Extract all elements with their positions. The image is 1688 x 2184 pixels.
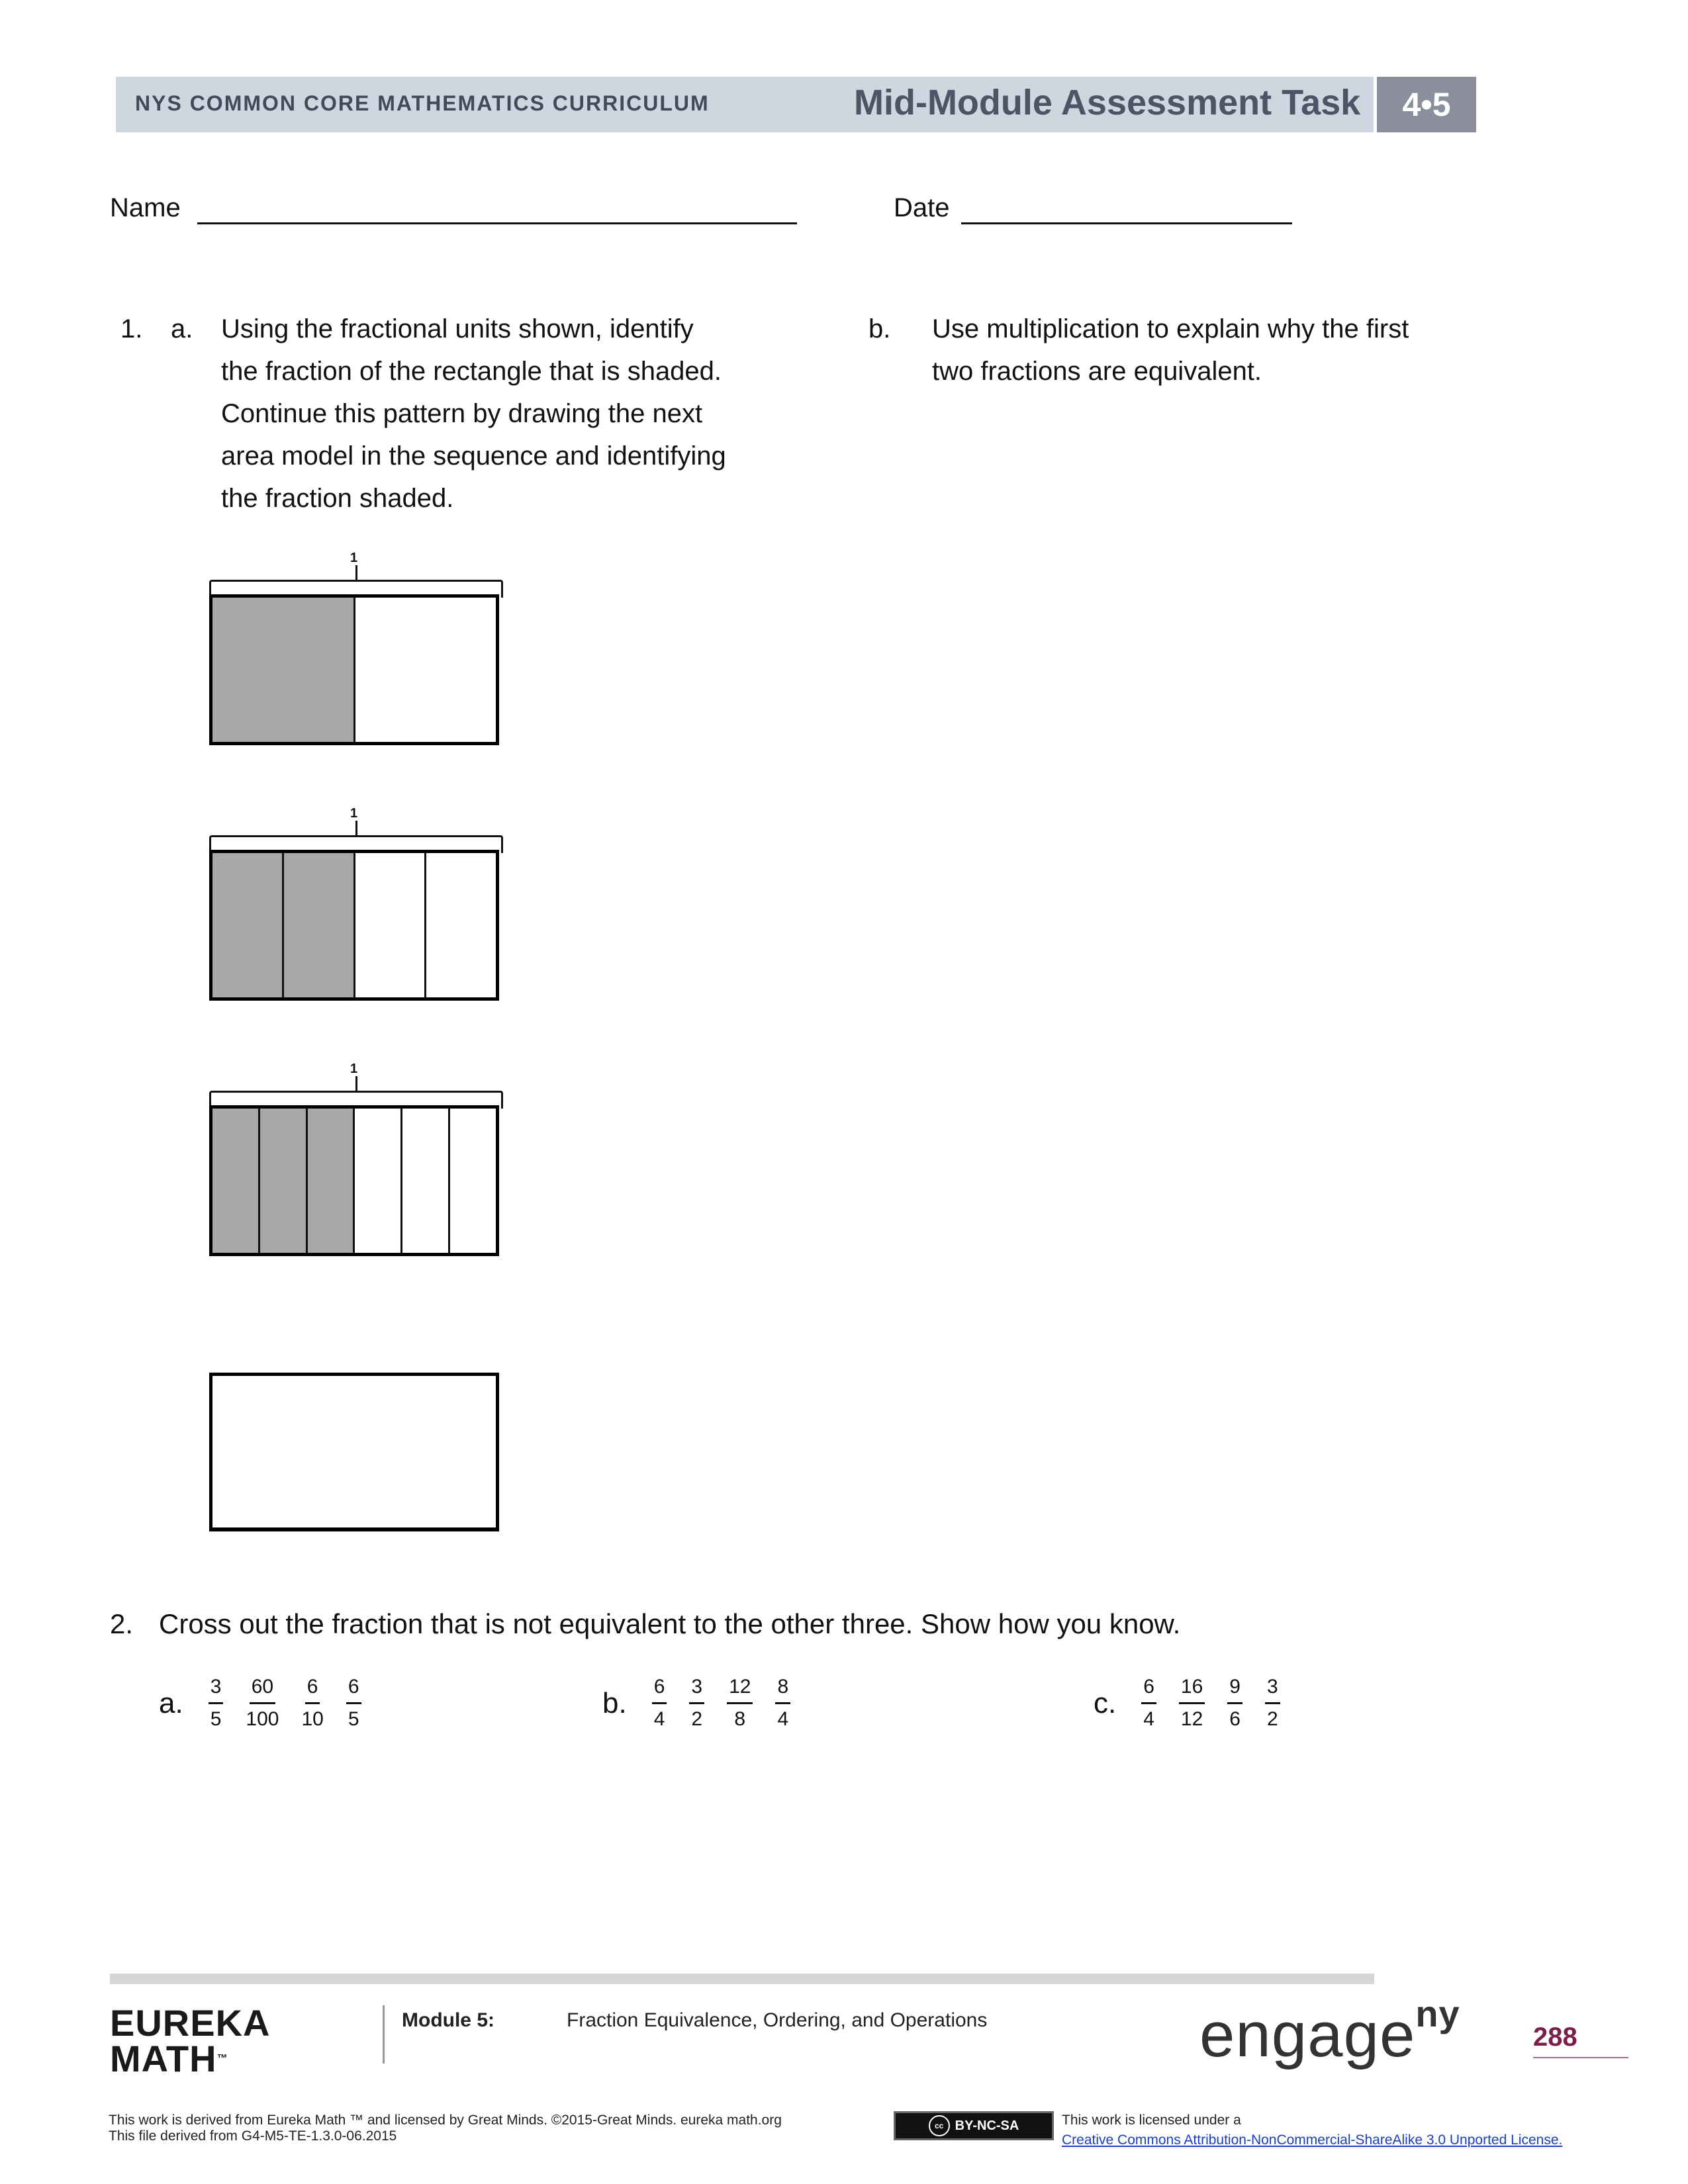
q1b-prompt-line: two fractions are equivalent. [932,357,1262,386]
unshaded-part [450,1109,496,1253]
module-label: Module 5: [402,2009,494,2031]
denominator: 4 [777,1708,789,1730]
fraction[interactable] [209,1674,224,1732]
whole-label: 1 [350,1062,358,1076]
unshaded-part [355,598,496,742]
q2-prompt: Cross out the fraction that is not equivalent to the other three. Show how you know. [159,1608,1181,1639]
shaded-part [308,1109,355,1253]
whole-tick [355,821,357,835]
area-model-2 [209,806,503,1018]
denominator: 2 [1266,1708,1278,1730]
blank-area-model[interactable] [209,1373,499,1531]
fraction[interactable] [301,1674,323,1732]
shaded-part [212,598,355,742]
fraction[interactable] [1179,1674,1205,1732]
shaded-part [212,853,284,997]
module-title: Fraction Equivalence, Ordering, and Operations [567,2009,988,2031]
footer-rule [110,1974,1374,1984]
denominator: 6 [1229,1708,1241,1730]
numerator: 6 [305,1674,320,1704]
numerator: 6 [652,1674,667,1704]
q1a-prompt-line: Continue this pattern by drawing the next [221,399,703,428]
numerator: 3 [209,1674,224,1704]
whole-tick [355,565,357,580]
page-number: 288 [1533,2023,1577,2052]
area-model-3 [209,1062,503,1273]
q1b-prompt-line: Use multiplication to explain why the first [932,314,1409,343]
fraction[interactable] [346,1674,361,1732]
area-model-rectangle [209,850,499,1001]
whole-label: 1 [350,551,358,565]
unshaded-part [426,853,496,997]
fraction[interactable] [1265,1674,1280,1732]
shaded-part [212,1109,260,1253]
numerator: 3 [1265,1674,1280,1704]
date-field[interactable] [961,222,1292,224]
numerator: 8 [775,1674,790,1704]
q1-number: 1. [120,314,143,343]
denominator: 12 [1180,1708,1203,1730]
q1a-prompt [221,308,817,520]
fraction-set-label: b. [602,1686,627,1719]
engageny-logo: engage$^{ny}$ [1199,1993,1460,2070]
unshaded-part [355,853,427,997]
numerator: 9 [1227,1674,1243,1704]
q2-number: 2. [110,1608,134,1639]
numerator: 6 [346,1674,361,1704]
area-model-1 [209,551,503,762]
numerator: 6 [1141,1674,1156,1704]
area-model-rectangle [209,594,499,745]
q1b-label: b. [868,314,891,343]
area-model-rectangle [209,1105,499,1256]
denominator: 5 [348,1708,359,1730]
denominator: 10 [301,1708,324,1730]
page-number-rule [1533,2057,1628,2058]
denominator: 4 [653,1708,665,1730]
numerator: 60 [250,1674,275,1704]
fraction[interactable] [1141,1674,1156,1732]
fraction[interactable] [1227,1674,1243,1732]
license-link[interactable]: Creative Commons Attribution-NonCommercial-ShareAlike 3.0 Unported License. [1062,2132,1563,2148]
fraction-set-b [602,1674,790,1732]
denominator: 2 [691,1708,703,1730]
whole-label: 1 [350,806,358,821]
fraction[interactable] [652,1674,667,1732]
cc-icon: cc [929,2115,950,2136]
fraction-set-c [1094,1674,1280,1732]
numerator: 3 [689,1674,704,1704]
cc-license-badge[interactable]: cc BY-NC-SA [894,2111,1054,2140]
q1a-prompt-line: area model in the sequence and identifying [221,441,726,471]
fraction[interactable] [727,1674,753,1732]
q1b-prompt [932,308,1528,392]
fraction-set-label: c. [1094,1686,1117,1719]
curriculum-title: NYS COMMON CORE MATHEMATICS CURRICULUM [135,91,710,115]
fraction-set-label: a. [159,1686,183,1719]
fraction[interactable] [246,1674,279,1732]
name-label: Name [110,193,181,222]
source-notice: This work is derived from Eureka Math ™ and licensed by Great Minds. ©2015-Great Minds. eureka math.org This file derived from G4-M5-TE-1.3.0-06.2015 [109,2113,782,2144]
denominator: 100 [246,1708,279,1730]
q1a-prompt-line: the fraction shaded. [221,484,454,513]
denominator: 8 [734,1708,746,1730]
fraction-set-a [159,1674,361,1732]
footer-separator [383,2005,385,2064]
denominator: 5 [210,1708,222,1730]
numerator: 16 [1179,1674,1205,1704]
date-label: Date [894,193,950,222]
eureka-math-logo: EUREKA MATH™ [110,2002,271,2079]
denominator: 4 [1143,1708,1154,1730]
shaded-part [260,1109,308,1253]
shaded-part [284,853,355,997]
license-text: This work is licensed under a [1062,2113,1241,2128]
fraction[interactable] [689,1674,704,1732]
q1a-prompt-line: Using the fractional units shown, identify [221,314,694,343]
q1a-prompt-line: the fraction of the rectangle that is shaded. [221,357,722,386]
unshaded-part [355,1109,402,1253]
numerator: 12 [727,1674,753,1704]
grade-module-badge: 4•5 [1377,77,1476,132]
q1a-label: a. [171,314,193,343]
name-field[interactable] [197,222,797,224]
fraction[interactable] [775,1674,790,1732]
task-title: Mid-Module Assessment Task [854,83,1361,122]
whole-tick [355,1076,357,1091]
unshaded-part [402,1109,450,1253]
